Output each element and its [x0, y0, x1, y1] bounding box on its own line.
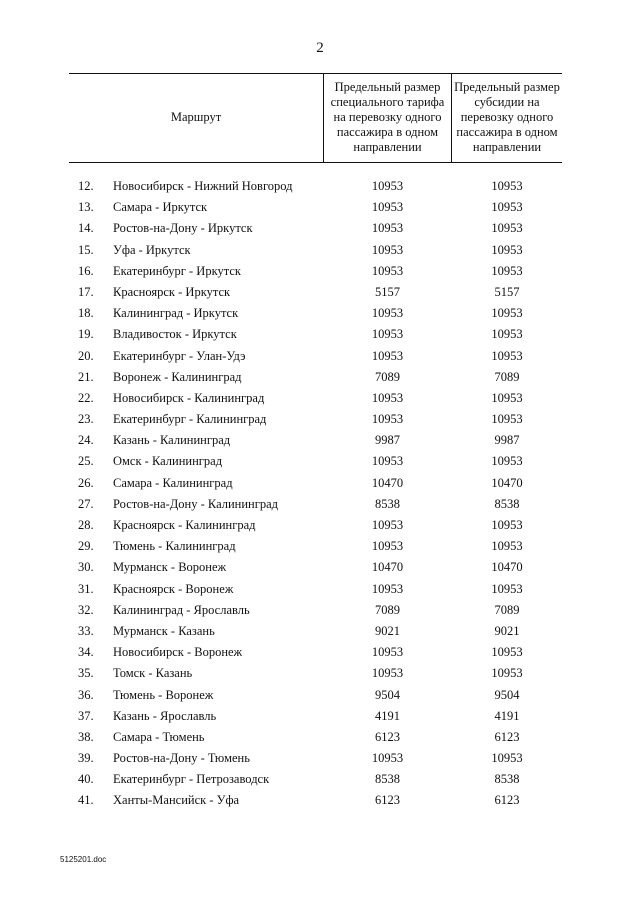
tariff-value: 5157	[375, 284, 400, 299]
row-number: 12.	[78, 179, 94, 193]
subsidy-value: 4191	[494, 708, 520, 723]
tariff-value: 10953	[371, 751, 404, 766]
subsidy-value: 10953	[491, 666, 523, 681]
row-number: 31.	[78, 581, 94, 596]
row-number: 23.	[78, 412, 94, 427]
tariff-value: 10953	[371, 454, 404, 469]
subsidy-value: 8538	[494, 496, 520, 511]
subsidy-value: 10953	[491, 306, 523, 321]
table-row	[0, 600, 640, 621]
route-name: Новосибирск - Калининград	[113, 390, 265, 405]
subsidy-value: 10953	[491, 645, 523, 660]
tariff-value: 9504	[375, 687, 400, 702]
subsidy-value: 10953	[491, 751, 523, 766]
tariff-value: 9987	[375, 433, 400, 448]
table-row	[0, 727, 640, 748]
tariff-value: 10953	[371, 645, 404, 660]
table-header-bottom-rule	[69, 162, 562, 163]
row-number: 34.	[78, 645, 94, 660]
route-name: Томск - Казань	[113, 666, 193, 681]
subsidy-value: 7089	[494, 369, 520, 384]
route-name: Тюмень - Калининград	[113, 539, 236, 554]
subsidy-value: 10470	[491, 475, 523, 490]
route-name: Екатеринбург - Петрозаводск	[113, 772, 270, 787]
tariff-value: 10470	[371, 475, 404, 490]
row-number: 15.	[78, 242, 94, 257]
subsidy-value: 10953	[491, 454, 523, 469]
route-name: Екатеринбург - Улан-Удэ	[113, 348, 246, 363]
header-subsidy: Предельный размер субсидии на перевозку одного пассажира в одном направлении	[454, 80, 560, 154]
table-row	[0, 515, 640, 536]
route-name: Калининград - Ярославль	[113, 602, 250, 617]
table-row	[0, 430, 640, 451]
tariff-value: 9021	[375, 623, 400, 638]
row-number: 36.	[78, 687, 94, 702]
tariff-value: 10953	[371, 390, 404, 405]
subsidy-value: 6123	[494, 729, 520, 744]
row-number: 32.	[78, 602, 94, 617]
subsidy-value: 9021	[494, 623, 520, 638]
row-number: 25.	[78, 454, 94, 469]
table-row	[0, 557, 640, 578]
subsidy-value: 10953	[491, 412, 523, 427]
route-name: Тюмень - Воронеж	[113, 687, 214, 702]
route-name: Новосибирск - Воронеж	[113, 645, 243, 660]
subsidy-value: 9987	[494, 433, 520, 448]
table-row	[0, 642, 640, 663]
tariff-value: 6123	[375, 793, 400, 808]
subsidy-value: 6123	[494, 793, 520, 808]
table-body	[0, 176, 640, 812]
route-name: Екатеринбург - Калининград	[113, 412, 267, 427]
tariff-value: 10953	[371, 581, 404, 596]
tariff-value: 10953	[371, 179, 404, 193]
subsidy-value: 10953	[491, 242, 523, 257]
table-row	[0, 388, 640, 409]
table-row	[0, 748, 640, 769]
subsidy-value: 5157	[494, 284, 520, 299]
table-row	[0, 579, 640, 600]
tariff-value: 4191	[375, 708, 400, 723]
row-number: 21.	[78, 369, 94, 384]
header-route: Маршрут	[170, 110, 222, 124]
tariff-value: 10953	[371, 242, 404, 257]
row-number: 35.	[78, 666, 94, 681]
tariff-value: 8538	[375, 772, 400, 787]
subsidy-value: 7089	[494, 602, 520, 617]
row-number: 19.	[78, 327, 94, 342]
row-number: 14.	[78, 221, 94, 236]
row-number: 29.	[78, 539, 94, 554]
route-name: Самара - Калининград	[113, 475, 233, 490]
subsidy-value: 9504	[494, 687, 520, 702]
route-name: Красноярск - Калининград	[113, 518, 256, 532]
route-name: Самара - Тюмень	[113, 729, 205, 744]
header-tariff: Предельный размер специального тарифа на перевозку одного пассажира в одном направлении	[330, 80, 445, 154]
route-name: Владивосток - Иркутск	[113, 327, 237, 342]
tariff-value: 10953	[371, 518, 404, 532]
subsidy-value: 10953	[491, 581, 523, 596]
table-row	[0, 261, 640, 282]
table-row	[0, 769, 640, 790]
tariff-value: 10953	[371, 327, 404, 342]
route-name: Казань - Калининград	[113, 433, 231, 448]
route-name: Екатеринбург - Иркутск	[113, 263, 241, 278]
route-name: Уфа - Иркутск	[113, 242, 191, 257]
table-row	[0, 346, 640, 367]
row-number: 39.	[78, 751, 94, 766]
tariff-value: 10953	[371, 200, 404, 215]
subsidy-value: 8538	[494, 772, 520, 787]
subsidy-value: 10953	[491, 539, 523, 554]
table-row	[0, 197, 640, 218]
subsidy-value: 10953	[491, 518, 523, 532]
table-row	[0, 473, 640, 494]
document-footer: 5125201.doc	[60, 855, 107, 864]
row-number: 20.	[78, 348, 94, 363]
row-number: 38.	[78, 729, 94, 744]
table-row	[0, 303, 640, 324]
row-number: 16.	[78, 263, 94, 278]
page-number: 2	[316, 40, 324, 56]
row-number: 18.	[78, 306, 94, 321]
subsidy-value: 10470	[491, 560, 523, 575]
tariff-value: 7089	[375, 369, 400, 384]
table-row	[0, 409, 640, 430]
route-name: Калининград - Иркутск	[113, 306, 239, 321]
table-row	[0, 240, 640, 261]
route-name: Ростов-на-Дону - Иркутск	[113, 221, 253, 236]
row-number: 28.	[78, 518, 94, 532]
table-row	[0, 685, 640, 706]
table-row	[0, 282, 640, 303]
row-number: 37.	[78, 708, 94, 723]
row-number: 22.	[78, 390, 94, 405]
subsidy-value: 10953	[491, 221, 523, 236]
table-row	[0, 324, 640, 345]
subsidy-value: 10953	[491, 179, 523, 193]
route-name: Казань - Ярославль	[113, 708, 217, 723]
route-name: Самара - Иркутск	[113, 200, 208, 215]
tariff-value: 10953	[371, 539, 404, 554]
tariff-value: 7089	[375, 602, 400, 617]
table-row	[0, 451, 640, 472]
subsidy-value: 10953	[491, 263, 523, 278]
table-row	[0, 494, 640, 515]
tariff-value: 8538	[375, 496, 400, 511]
tariff-value: 10953	[371, 263, 404, 278]
tariff-value: 6123	[375, 729, 400, 744]
table-row	[0, 367, 640, 388]
table-row	[0, 536, 640, 557]
route-name: Ханты-Мансийск - Уфа	[113, 793, 240, 808]
table-row	[0, 663, 640, 684]
row-number: 26.	[78, 475, 94, 490]
subsidy-value: 10953	[491, 348, 523, 363]
tariff-value: 10953	[371, 306, 404, 321]
route-name: Новосибирск - Нижний Новгород	[113, 179, 293, 193]
tariff-value: 10953	[371, 666, 404, 681]
subsidy-value: 10953	[491, 390, 523, 405]
table-row	[0, 706, 640, 727]
row-number: 13.	[78, 200, 94, 215]
row-number: 41.	[78, 793, 94, 808]
row-number: 17.	[78, 284, 94, 299]
subsidy-value: 10953	[491, 327, 523, 342]
row-number: 27.	[78, 496, 94, 511]
route-name: Мурманск - Казань	[113, 623, 215, 638]
route-name: Красноярск - Воронеж	[113, 581, 234, 596]
route-name: Мурманск - Воронеж	[113, 560, 227, 575]
table-row	[0, 218, 640, 239]
table-row	[0, 176, 640, 197]
tariff-value: 10953	[371, 221, 404, 236]
tariff-value: 10953	[371, 348, 404, 363]
table-row	[0, 621, 640, 642]
row-number: 40.	[78, 772, 94, 787]
route-name: Красноярск - Иркутск	[113, 284, 231, 299]
route-name: Ростов-на-Дону - Тюмень	[113, 751, 250, 766]
row-number: 33.	[78, 623, 94, 638]
tariff-value: 10470	[371, 560, 404, 575]
route-name: Омск - Калининград	[113, 454, 223, 469]
tariff-value: 10953	[371, 412, 404, 427]
row-number: 24.	[78, 433, 94, 448]
table-row	[0, 790, 640, 811]
row-number: 30.	[78, 560, 94, 575]
route-name: Воронеж - Калининград	[113, 369, 242, 384]
subsidy-value: 10953	[491, 200, 523, 215]
route-name: Ростов-на-Дону - Калининград	[113, 496, 279, 511]
